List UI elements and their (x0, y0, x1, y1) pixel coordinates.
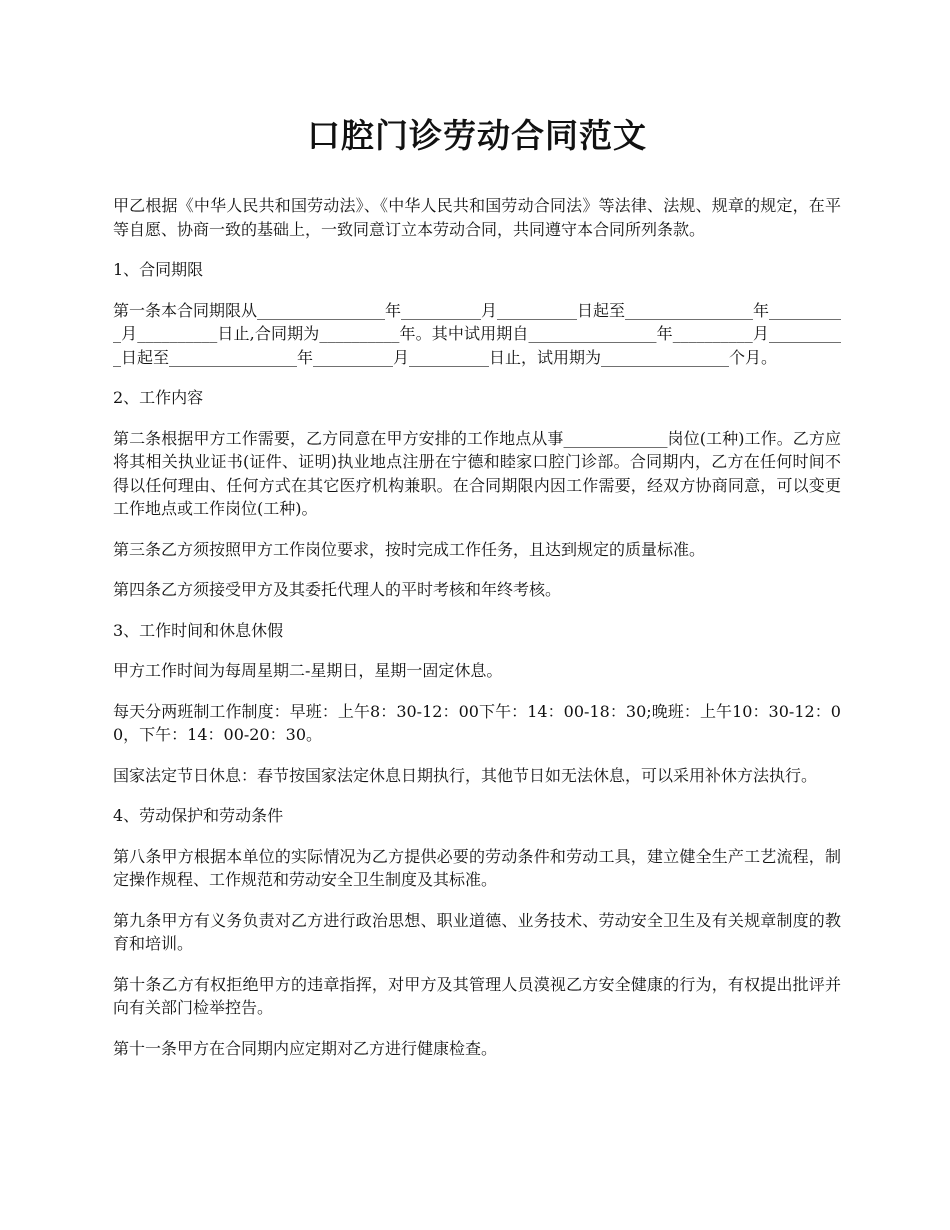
section-work-hours (113, 619, 841, 788)
section-work-content (113, 386, 841, 602)
clause-paragraph: 第九条甲方有义务负责对乙方进行政治思想、职业道德、业务技术、劳动安全卫生及有关规章制度的教育和培训。 (113, 910, 841, 953)
clause-paragraph: 第十一条甲方在合同期内应定期对乙方进行健康检查。 (113, 1038, 498, 1058)
clause-paragraph: 甲方工作时间为每周星期二-星期日，星期一固定休息。 (113, 661, 503, 680)
section-heading: 2、工作内容 (113, 388, 204, 407)
clause-paragraph: 每天分两班制工作制度：早班：上午8：30-12：00下午：14：00-18：30;晚班：上午10：30-12：00，下午：14：00-20：30。 (113, 701, 841, 744)
clause-paragraph: 第三条乙方须按照甲方工作岗位要求，按时完成工作任务，且达到规定的质量标准。 (113, 539, 706, 559)
section-heading: 1、合同期限 (113, 260, 204, 279)
section-heading: 3、工作时间和休息休假 (113, 620, 284, 640)
section-contract-term (113, 258, 841, 369)
clause-paragraph: 第一条本合同期限从________________年__________月__________日起至________________年__________月__________日止,合同期为__________年。其中试用期自________________年__________月__________日起至________________年__________月__________日止，试用期为________________个月。 (113, 300, 842, 367)
clause-paragraph: 第二条根据甲方工作需要，乙方同意在甲方安排的工作地点从事_____________岗位(工种)工作。乙方应将其相关执业证书(证件、证明)执业地点注册在宁德和睦家口腔门诊部。合同期内，乙方在任何时间不得以任何理由、任何方式在其它医疗机构兼职。在合同期限内因工作需要，经双方协商同意，可以变更工作地点或工作岗位(工种)。 (113, 428, 841, 518)
clause-paragraph: 第八条甲方根据本单位的实际情况为乙方提供必要的劳动条件和劳动工具，建立健全生产工艺流程，制定操作规程、工作规范和劳动安全卫生制度及其标准。 (113, 846, 841, 889)
intro-paragraph: 甲乙根据《中华人民共和国劳动法》、《中华人民共和国劳动合同法》等法律、法规、规章的规定，在平等自愿、协商一致的基础上，一致同意订立本劳动合同，共同遵守本合同所列条款。 (113, 196, 841, 239)
document-page (113, 112, 841, 1077)
clause-paragraph: 第十条乙方有权拒绝甲方的违章指挥，对甲方及其管理人员漠视乙方安全健康的行为，有权提出批评并向有关部门检举控告。 (113, 974, 841, 1017)
document-title: 口腔门诊劳动合同范文 (307, 116, 647, 155)
clause-paragraph: 第四条乙方须接受甲方及其委托代理人的平时考核和年终考核。 (113, 580, 562, 599)
section-labor-protection (113, 804, 841, 1060)
clause-paragraph: 国家法定节日休息：春节按国家法定休息日期执行，其他节日如无法休息，可以采用补休方法执行。 (113, 765, 818, 785)
section-heading: 4、劳动保护和劳动条件 (113, 806, 284, 825)
